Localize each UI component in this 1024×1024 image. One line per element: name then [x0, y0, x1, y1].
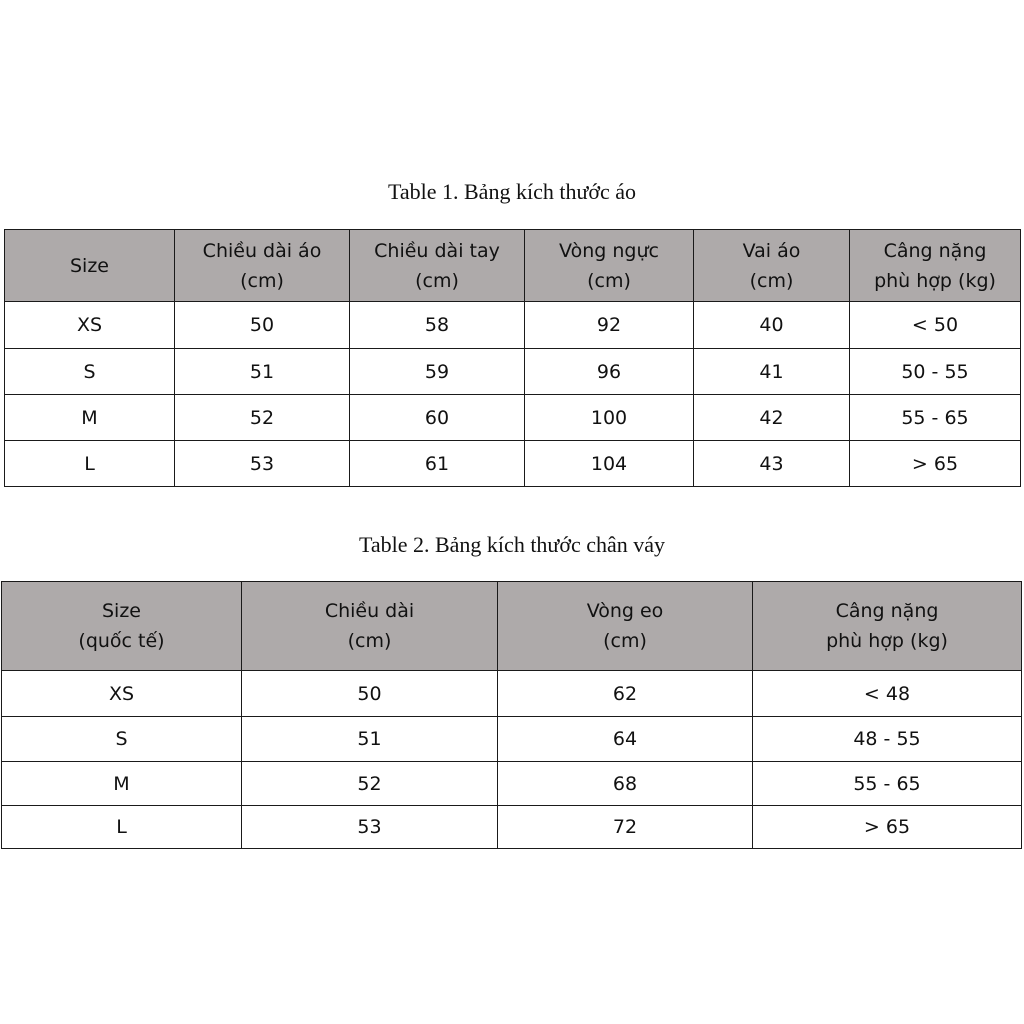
shirt-size-table [4, 229, 1021, 487]
table-cell: 43 [694, 441, 850, 487]
column-header [5, 230, 175, 302]
table-cell: M [5, 395, 175, 441]
table-cell: 55 - 65 [753, 762, 1022, 806]
column-header-line: phù hợp (kg) [874, 269, 996, 292]
table-row [2, 806, 1022, 849]
table-cell: 53 [242, 806, 498, 849]
table-cell: S [5, 349, 175, 395]
table-cell: 96 [525, 349, 694, 395]
table-cell: 55 - 65 [850, 395, 1021, 441]
table-cell: 60 [350, 395, 525, 441]
table-cell: 59 [350, 349, 525, 395]
table-header-row [5, 230, 1021, 302]
table-cell: 64 [498, 717, 753, 762]
column-header [694, 230, 850, 302]
table-cell: 40 [694, 302, 850, 349]
table-cell: 52 [175, 395, 350, 441]
table-cell: 62 [498, 671, 753, 717]
column-header [175, 230, 350, 302]
table-cell: 53 [175, 441, 350, 487]
column-header-line: Size [69, 254, 109, 277]
table-cell: < 50 [850, 302, 1021, 349]
column-header [753, 582, 1022, 671]
table-cell: 51 [242, 717, 498, 762]
table-row [2, 762, 1022, 806]
table-cell: 100 [525, 395, 694, 441]
column-header [350, 230, 525, 302]
column-header-line: (cm) [749, 269, 794, 292]
column-header [525, 230, 694, 302]
column-header-line: Size [101, 600, 141, 622]
table-cell: 48 - 55 [753, 717, 1022, 762]
column-header-line: Vai áo [742, 239, 801, 262]
table-cell: 58 [350, 302, 525, 349]
table-cell: > 65 [753, 806, 1022, 849]
table-cell: 104 [525, 441, 694, 487]
table2-caption: Table 2. Bảng kích thước chân váy [358, 532, 666, 557]
table-row [2, 717, 1022, 762]
column-header-line: Vòng eo [586, 600, 664, 622]
table-cell: 41 [694, 349, 850, 395]
table-cell: 50 [242, 671, 498, 717]
table-cell: 92 [525, 302, 694, 349]
table-cell: L [5, 441, 175, 487]
table-cell: 72 [498, 806, 753, 849]
table-cell: 52 [242, 762, 498, 806]
column-header [242, 582, 498, 671]
table-cell: 50 - 55 [850, 349, 1021, 395]
table-cell: < 48 [753, 671, 1022, 717]
table-cell: S [2, 717, 242, 762]
table-row [5, 349, 1021, 395]
column-header [850, 230, 1021, 302]
column-header-line: Chiều dài [324, 600, 415, 622]
table-cell: XS [2, 671, 242, 717]
table-cell: > 65 [850, 441, 1021, 487]
column-header-line: (quốc tế) [78, 630, 165, 652]
column-header [2, 582, 242, 671]
column-header-line: Chiều dài tay [374, 239, 500, 262]
column-header-line: Chiều dài áo [202, 239, 322, 262]
column-header-line: phù hợp (kg) [826, 630, 948, 652]
table-cell: XS [5, 302, 175, 349]
table-cell: 51 [175, 349, 350, 395]
column-header [498, 582, 753, 671]
column-header-line: (cm) [415, 269, 459, 292]
table-cell: 68 [498, 762, 753, 806]
table-cell: M [2, 762, 242, 806]
column-header-line: (cm) [603, 630, 647, 652]
column-header-line: (cm) [240, 269, 284, 292]
table-cell: 50 [175, 302, 350, 349]
table-header-row [2, 582, 1022, 671]
table1-caption: Table 1. Bảng kích thước áo [387, 179, 637, 204]
table-row [2, 671, 1022, 717]
column-header-line: Câng nặng [835, 600, 939, 622]
table-row [5, 302, 1021, 349]
table-cell: 61 [350, 441, 525, 487]
table-cell: L [2, 806, 242, 849]
table-cell: 42 [694, 395, 850, 441]
table-row [5, 395, 1021, 441]
column-header-line: Câng nặng [883, 239, 987, 262]
skirt-size-table [1, 581, 1022, 849]
column-header-line: (cm) [347, 630, 392, 652]
table-row [5, 441, 1021, 487]
column-header-line: Vòng ngực [559, 239, 659, 262]
column-header-line: (cm) [587, 269, 631, 292]
